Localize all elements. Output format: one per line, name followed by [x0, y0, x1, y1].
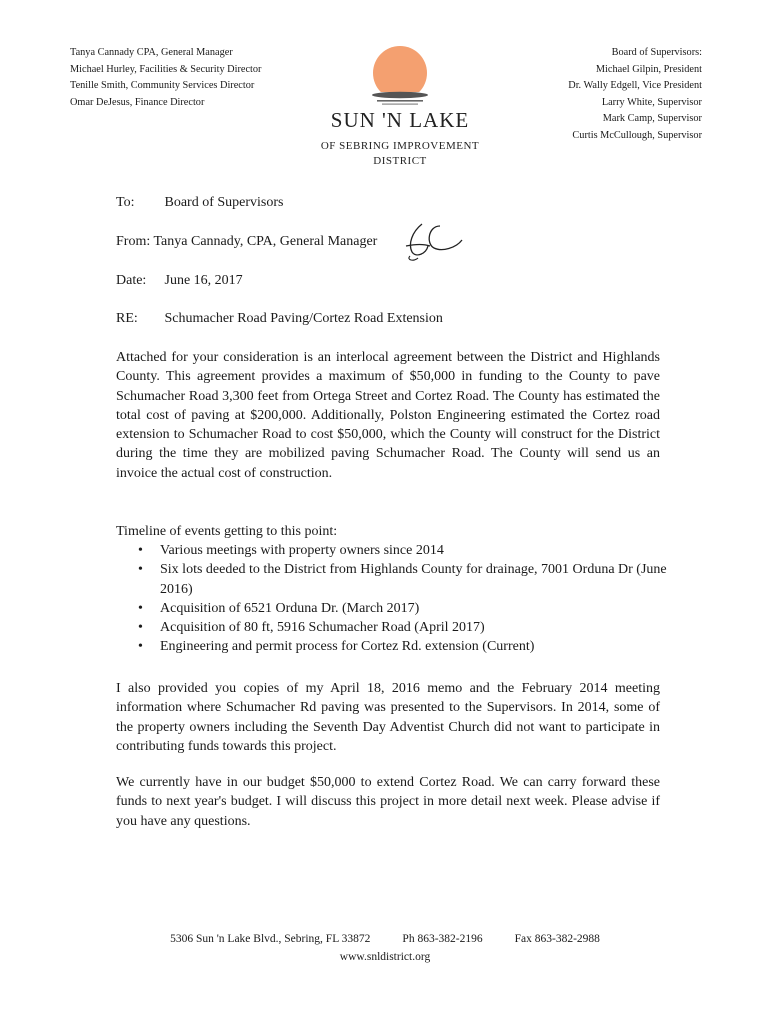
staff-line: Michael Hurley, Facilities & Security Director — [70, 63, 262, 75]
signature-initials — [400, 218, 466, 264]
logo-name: SUN 'N LAKE — [330, 108, 470, 132]
logo-subtitle — [300, 139, 500, 168]
list-item-text: Six lots deeded to the District from Highlands County for drainage, 7001 Orduna Dr (June 2016) — [160, 562, 667, 597]
footer-phone: Ph 863-382-2196 — [402, 933, 483, 945]
footer-address: 5306 Sun 'n Lake Blvd., Sebring, FL 33872 — [170, 933, 371, 945]
board-line: Larry White, Supervisor — [601, 96, 702, 108]
footer-website: www.snldistrict.org — [339, 951, 431, 963]
memo-to-label: To: — [116, 195, 135, 210]
board-line: Dr. Wally Edgell, Vice President — [568, 80, 702, 91]
board-heading: Board of Supervisors: — [611, 47, 702, 58]
district-logo — [300, 42, 500, 168]
footer-contact-line — [0, 930, 770, 948]
body-paragraph-2: I also provided you copies of my April 18, 2016 memo and the February 2014 meeting information where Schumacher Rd paving was presented to the Supervisors. In 2014, some of the property owners including the Seventh Day Adventist Church did not want to participate in contributing funds towards this project. — [116, 681, 660, 754]
list-item — [116, 637, 676, 656]
memo-to-value: Board of Supervisors — [164, 195, 284, 210]
logo-subtitle-line: DISTRICT — [373, 154, 427, 167]
board-line: Michael Gilpin, President — [595, 63, 702, 75]
staff-line: Omar DeJesus, Finance Director — [70, 96, 205, 108]
staff-line: Tanya Cannady CPA, General Manager — [70, 47, 233, 58]
board-list — [568, 45, 702, 144]
memo-to — [116, 195, 284, 211]
memo-re-label: RE: — [116, 311, 138, 326]
list-item — [116, 618, 676, 637]
letterhead-footer — [0, 930, 770, 966]
memo-from-value: Tanya Cannady, CPA, General Manager — [153, 234, 378, 249]
memo-date — [116, 273, 243, 289]
list-item — [116, 541, 676, 560]
list-item-text: Engineering and permit process for Cortez Rd. extension (Current) — [160, 639, 535, 655]
logo-subtitle-line: OF SEBRING IMPROVEMENT — [320, 140, 480, 152]
bullet-icon: • — [138, 620, 143, 636]
list-item-text: Acquisition of 80 ft, 5916 Schumacher Road (April 2017) — [160, 620, 485, 636]
footer-fax: Fax 863-382-2988 — [514, 933, 600, 945]
staff-list — [70, 45, 261, 111]
staff-line: Tenille Smith, Community Services Director — [70, 80, 255, 91]
memo-from — [116, 234, 377, 250]
sun-icon — [365, 42, 435, 106]
list-item-text: Acquisition of 6521 Orduna Dr. (March 2017) — [160, 600, 420, 616]
board-line: Curtis McCullough, Supervisor — [572, 129, 702, 141]
timeline-intro: Timeline of events getting to this point: — [116, 524, 338, 539]
board-line: Mark Camp, Supervisor — [602, 113, 702, 124]
bullet-icon: • — [138, 543, 143, 558]
memo-from-label: From: — [116, 234, 151, 249]
bullet-icon: • — [138, 600, 143, 616]
list-item — [116, 599, 676, 618]
memo-re — [116, 311, 443, 327]
list-item-text: Various meetings with property owners since 2014 — [160, 543, 444, 558]
memo-re-value: Schumacher Road Paving/Cortez Road Extension — [164, 311, 443, 326]
bullet-icon: • — [138, 639, 143, 655]
timeline-list — [116, 541, 676, 657]
body-paragraph-3: We currently have in our budget $50,000 to extend Cortez Road. We can carry forward these funds to next year's budget. I will discuss this project in more detail next week. Please advise if you have any questions. — [116, 775, 660, 829]
memo-date-value: June 16, 2017 — [164, 273, 243, 288]
body-paragraph-1: Attached for your consideration is an interlocal agreement between the District and Highlands County. This agreement provides a maximum of $50,000 in funding to the County to pave Schumacher Road 3,300 feet from Ortega Street and Cortez Road. The County has estimated the total cost of paving at $200,000. Additionally, Polston Engineering estimated the Cortez road extension to Schumacher Road to cost $50,000, which the County will construct for the District during the time they are mobilized paving Schumacher Road. The County will send us an invoice the actual cost of construction. — [116, 350, 660, 481]
bullet-icon: • — [138, 562, 143, 578]
memo-date-label: Date: — [116, 273, 147, 288]
list-item — [116, 560, 676, 599]
